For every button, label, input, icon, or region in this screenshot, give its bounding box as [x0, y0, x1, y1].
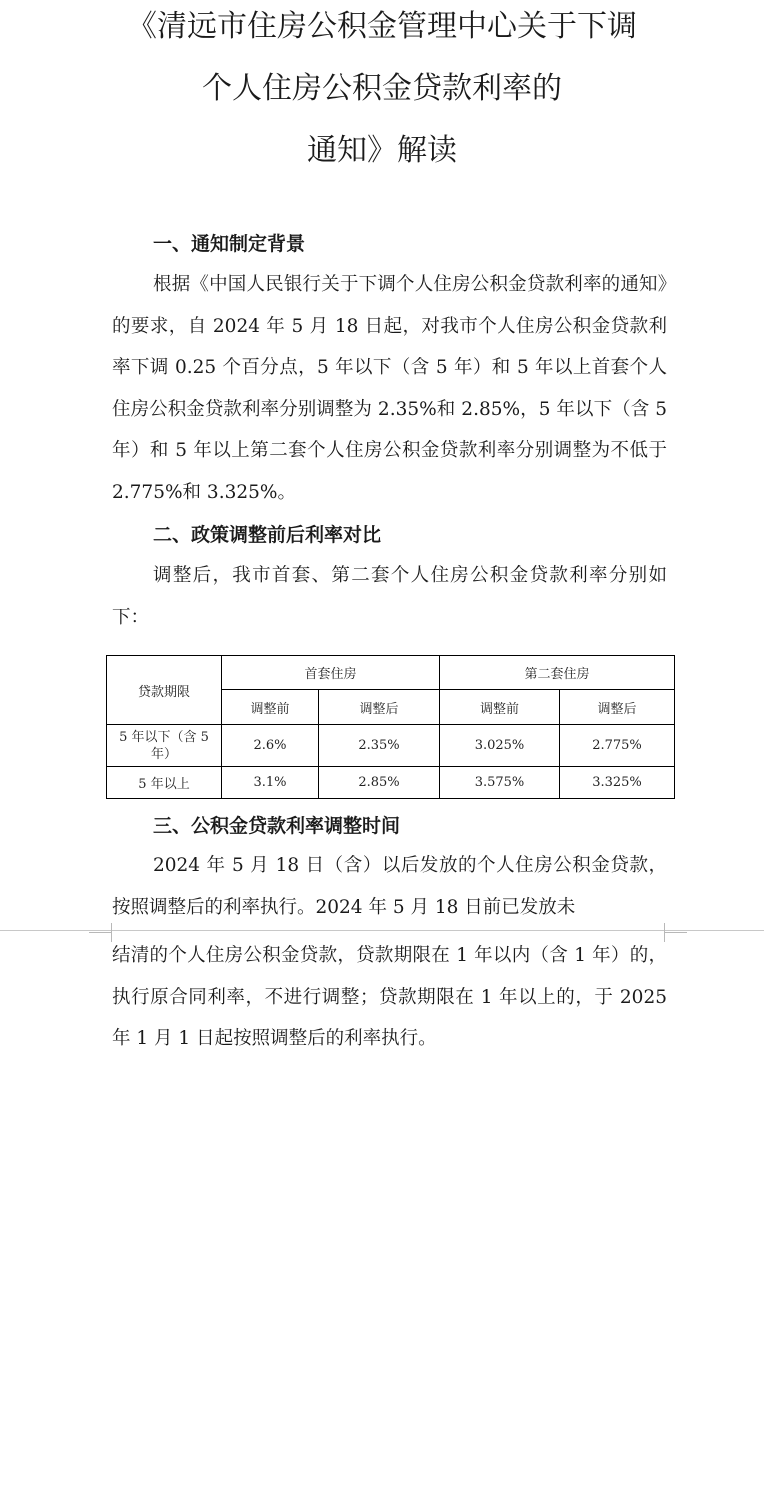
table-cell-second-after: 3.325%	[560, 767, 675, 799]
table-cell-first-before: 3.1%	[222, 767, 319, 799]
section-paragraph-comparison: 调整后，我市首套、第二套个人住房公积金贷款利率分别如下：	[112, 565, 667, 628]
table-cell-first-after: 2.35%	[319, 725, 440, 767]
table-cell-term: 5 年以上	[107, 767, 222, 799]
table-cell-first-after: 2.85%	[319, 767, 440, 799]
page-corner-mark	[89, 932, 112, 942]
section-paragraph-timing-part2: 结清的个人住房公积金贷款，贷款期限在 1 年以内（含 1 年）的，执行原合同利率，不进行调整；贷款期限在 1 年以上的，于 2025 年 1 月 1 日起按照调整后的利率执行。	[112, 945, 667, 1049]
table-cell-second-after: 2.775%	[560, 725, 675, 767]
table-header-first-before: 调整前	[222, 690, 319, 725]
page-corner-mark	[664, 932, 687, 942]
table-header-first-after: 调整后	[319, 690, 440, 725]
document-title-line-2: 个人住房公积金贷款利率的	[202, 71, 562, 106]
table-cell-second-before: 3.025%	[440, 725, 560, 767]
table-cell-term: 5 年以下（含 5 年）	[107, 725, 222, 767]
table-cell-first-before: 2.6%	[222, 725, 319, 767]
section-heading-comparison: 二、政策调整前后利率对比	[153, 524, 382, 546]
table-header-first-home: 首套住房	[222, 656, 440, 690]
rate-comparison-table	[106, 655, 675, 799]
table-header-second-before: 调整前	[440, 690, 560, 725]
table-row	[107, 725, 675, 767]
table-header-second-home: 第二套住房	[440, 656, 675, 690]
section-paragraph-background: 根据《中国人民银行关于下调个人住房公积金贷款利率的通知》的要求，自 2024 年 5 月 18 日起，对我市个人住房公积金贷款利率下调 0.25 个百分点，5 年以下（含 5 年）和 5 年以上首套个人住房公积金贷款利率分别调整为 2.35%和 2.85%，5 年以下（含 5 年）和 5 年以上第二套个人住房公积金贷款利率分别调整为不低于 2.775%和 3.325%。	[112, 274, 667, 503]
section-heading-background: 一、通知制定背景	[153, 233, 306, 255]
document-title-line-1: 《清远市住房公积金管理中心关于下调	[127, 9, 637, 44]
page-break-line	[0, 930, 764, 931]
table-row	[107, 767, 675, 799]
table-header-term: 贷款期限	[107, 656, 222, 725]
table-cell-second-before: 3.575%	[440, 767, 560, 799]
table-header-second-after: 调整后	[560, 690, 675, 725]
document-title-line-3: 通知》解读	[307, 133, 457, 168]
section-heading-timing: 三、公积金贷款利率调整时间	[153, 815, 401, 837]
table-header-row	[107, 656, 675, 690]
section-paragraph-timing-part1: 2024 年 5 月 18 日（含）以后发放的个人住房公积金贷款，按照调整后的利率执行。2024 年 5 月 18 日前已发放未	[112, 855, 667, 918]
